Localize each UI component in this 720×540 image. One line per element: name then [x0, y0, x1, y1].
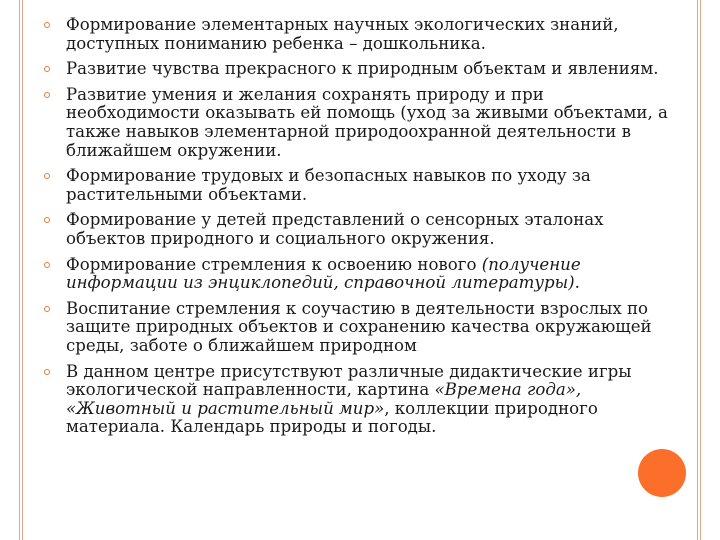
bullet-text: Воспитание стремления к соучастию в деятельности взрослых по защите природных объектов и сохранению качества окружающей среды, заботе о ближайшем природном — [66, 298, 652, 355]
bullet-text: В данном центре присутствуют различные дидактические игры экологической направленности, картина — [66, 361, 632, 400]
bullet-text: . — [574, 273, 580, 293]
left-border-line — [22, 0, 23, 540]
circle-bullet-icon — [44, 369, 50, 375]
right-border-line — [700, 0, 701, 540]
bullet-item — [42, 16, 682, 53]
bullet-text: Формирование стремления к освоению нового — [66, 254, 482, 274]
bullet-text: , коллекции природного материала. Календарь природы и погоды. — [66, 398, 598, 437]
right-border-line — [697, 0, 698, 540]
bullet-text: Формирование у детей представлений о сенсорных эталонах объектов природного и социального окружения. — [66, 210, 604, 248]
bullet-item — [42, 167, 682, 204]
circle-bullet-icon — [44, 22, 50, 28]
circle-bullet-icon — [44, 66, 50, 72]
bullet-list — [42, 16, 682, 437]
slide-content — [42, 16, 682, 444]
bullet-item — [42, 363, 682, 437]
bullet-text: Развитие умения и желания сохранять природу и при необходимости оказывать ей помощь (уход за живыми объектами, а также навыков элементарной природоохранной деятельности в ближайшем окружении. — [66, 84, 668, 160]
bullet-item — [42, 211, 682, 248]
circle-bullet-icon — [44, 262, 50, 268]
bullet-text: Формирование трудовых и безопасных навыков по уходу за растительными объектами. — [66, 166, 591, 204]
circle-bullet-icon — [44, 306, 50, 312]
left-border-line — [19, 0, 20, 540]
decorative-circle — [638, 449, 686, 497]
bullet-text-italic: «Времена года», «Животный и растительный мир» — [66, 380, 582, 418]
circle-bullet-icon — [44, 173, 50, 179]
bullet-item — [42, 86, 682, 160]
circle-bullet-icon — [44, 217, 50, 223]
bullet-item — [42, 60, 682, 79]
bullet-text: Развитие чувства прекрасного к природным объектам и явлениям. — [66, 59, 659, 79]
bullet-item — [42, 300, 682, 356]
circle-bullet-icon — [44, 92, 50, 98]
bullet-text: Формирование элементарных научных экологических знаний, доступных пониманию ребенка – дошкольника. — [66, 15, 619, 53]
bullet-item — [42, 256, 682, 293]
bullet-text-italic: (получение информации из энциклопедий, справочной литературы) — [66, 254, 581, 293]
